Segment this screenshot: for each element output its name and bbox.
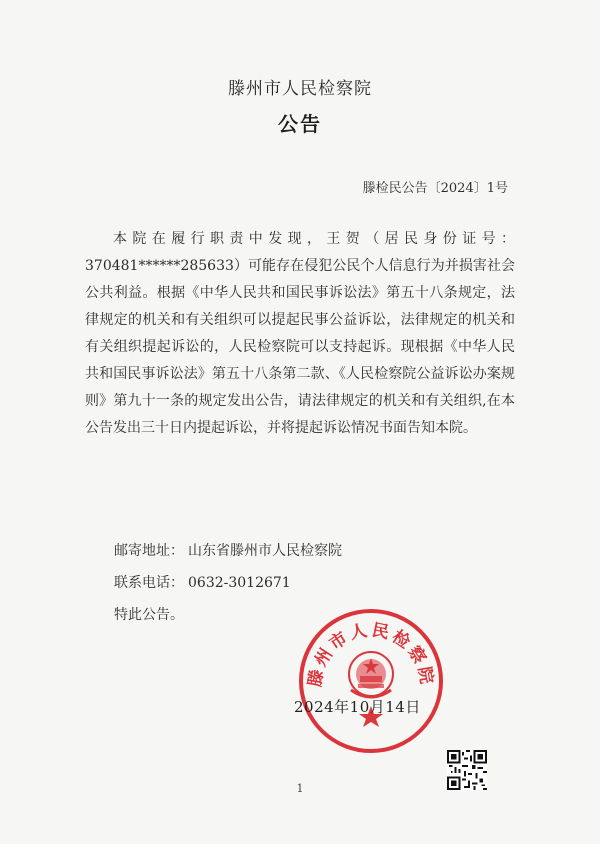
document-title: 公告 bbox=[278, 112, 322, 136]
phone-line bbox=[114, 572, 291, 592]
seal-text: 滕州市人民检察院 bbox=[305, 620, 437, 689]
document-number: 滕检民公告〔2024〕1号 bbox=[362, 181, 508, 196]
address-line bbox=[114, 540, 342, 560]
national-emblem-icon bbox=[349, 652, 393, 697]
document-date: 2024年10月14日 bbox=[294, 698, 421, 716]
body-text bbox=[85, 226, 515, 442]
address-label: 邮寄地址： bbox=[114, 543, 184, 559]
closing-line: 特此公告。 bbox=[114, 607, 184, 623]
organization-name: 滕州市人民检察院 bbox=[228, 79, 372, 99]
phone-value: 0632-3012671 bbox=[188, 575, 291, 591]
address-value: 山东省滕州市人民检察院 bbox=[188, 543, 342, 559]
phone-label: 联系电话： bbox=[114, 575, 184, 591]
page-number: 1 bbox=[296, 782, 304, 795]
official-seal-icon bbox=[296, 606, 446, 756]
body-paragraph: 本院在履行职责中发现，王贺（居民身份证号：370481******285633）可能存在侵犯公民个人信息行为并损害社会公共利益。根据《中华人民共和国民事诉讼法》第五十八条规定，法律规定的机关和有关组织可以提起民事公益诉讼，法律规定的机关和有关组织提起诉讼的，人民检察院可以支持起诉。现根据《中华人民共和国民事诉讼法》第五十八条第二款、《人民检察院公益诉讼办案规则》第九十一条的规定发出公告，请法律规定的机关和有关组织,在本公告发出三十日内提起诉讼，并将提起诉讼情况书面告知本院。 bbox=[85, 231, 515, 436]
